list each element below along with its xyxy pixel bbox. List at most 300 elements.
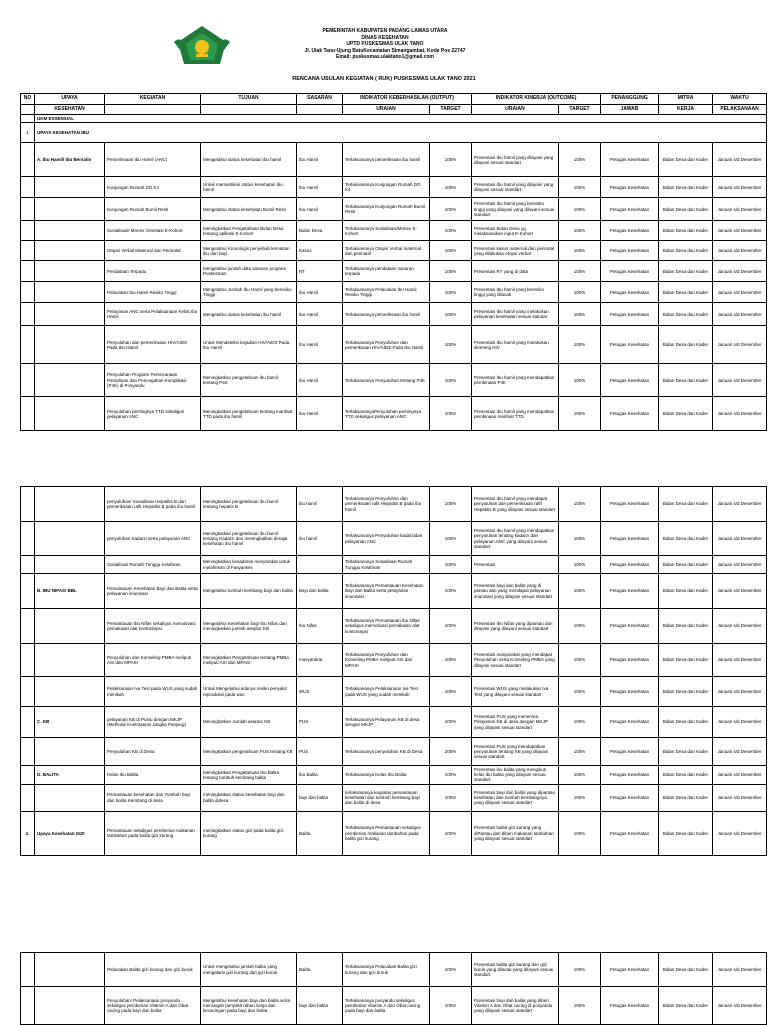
cell-upaya xyxy=(35,487,105,522)
letterhead-line: DINAS KESEHATAN xyxy=(361,34,409,41)
cell-sasaran: Balita xyxy=(297,953,343,987)
table-row xyxy=(21,487,767,522)
cell-no xyxy=(21,707,35,738)
cell-waktu: Januari s/d Desember xyxy=(713,811,767,855)
cell-kegiatan: Pelayanan ANC serta Pelaksanaan Kelas Ibu Hamil xyxy=(105,303,201,326)
cell-penanggung-jawab: Petugas Kesehatan xyxy=(601,177,659,198)
table-row xyxy=(21,811,767,855)
cell-mitra-kerja: Bidan Desa dan Kader xyxy=(659,953,713,987)
cell-no xyxy=(21,574,35,609)
cell-kegiatan: Sosialisasi Rumah Tunggu Kelahiran xyxy=(105,556,201,574)
ruk-table-page-3 xyxy=(20,952,767,1025)
cell-output-uraian: Terlaksananya pemeriksaan ibu hamil xyxy=(343,303,430,326)
cell-output-target: 100% xyxy=(430,326,472,364)
cell-penanggung-jawab: Petugas Kesehatan xyxy=(601,241,659,261)
cell-tujuan: Mengetahui status kesehatan Bumil Resti xyxy=(201,198,297,221)
cell-outcome-target: 100% xyxy=(559,143,601,177)
cell-outcome-uraian: Presentasi Ibu hamil yang beresiko tinggi yang dilayani yang dilayani sesuai standart xyxy=(472,198,559,221)
table-row xyxy=(21,177,767,198)
cell-sasaran: Bidan Desa xyxy=(297,221,343,241)
cell-kegiatan: Pelaksanaan Iva Test pada WUS yang sudah menikah xyxy=(105,677,201,707)
cell-mitra-kerja: Bidan Desa dan Kader xyxy=(659,609,713,644)
cell-upaya xyxy=(35,987,105,1025)
cell-no xyxy=(21,784,35,811)
cell-sasaran: Ibu Hamil xyxy=(297,198,343,221)
cell-waktu: Januari s/d Desember xyxy=(713,397,767,431)
cell-output-uraian: Terlaksananya Pemantauan Ibu Nifas sekaligus memotivasi pemakaian alat kontrasepsi xyxy=(343,609,430,644)
cell-outcome-target: 100% xyxy=(559,811,601,855)
col-sasaran-cont xyxy=(297,105,343,115)
cell-output-uraian: Terlaksananya Kunjungan Rumah DO K4 xyxy=(343,177,430,198)
regency-emblem-logo xyxy=(172,20,232,70)
cell-waktu: Januari s/d Desember xyxy=(713,177,767,198)
cell-no xyxy=(21,364,35,397)
cell-tujuan: Untuk mengetahui jumlah balita yang mengalami gizi kurang dan gizi buruk xyxy=(201,953,297,987)
cell-no xyxy=(21,487,35,522)
cell-output-uraian: Terlaksananya Kunjungan Rumah Bumil Resti xyxy=(343,198,430,221)
cell-output-uraian: Terlaksananya Penyuluhan dan Konseling PMBA meliputi ASI dan MPASI xyxy=(343,644,430,677)
cell-mitra-kerja: Bidan Desa dan Kader xyxy=(659,241,713,261)
cell-outcome-target: 100% xyxy=(559,261,601,282)
cell-penanggung-jawab: Petugas Kesehatan xyxy=(601,198,659,221)
cell-sasaran: Ibu Hamil xyxy=(297,397,343,431)
cell-output-target: 100% xyxy=(430,556,472,574)
table-row xyxy=(21,784,767,811)
cell-mitra-kerja: Bidan Desa dan Kader xyxy=(659,326,713,364)
cell-penanggung-jawab: Petugas Kesehatan xyxy=(601,738,659,766)
cell-waktu: Januari s/d Desember xyxy=(713,143,767,177)
cell-upaya xyxy=(35,364,105,397)
cell-kegiatan: Pendataan Terpadu xyxy=(105,261,201,282)
col-no-cont xyxy=(21,105,35,115)
cell-sasaran: Ibu Hamil xyxy=(297,364,343,397)
col-kegiatan-cont xyxy=(105,105,201,115)
cell-upaya xyxy=(35,738,105,766)
cell-outcome-target: 100% xyxy=(559,326,601,364)
cell-kegiatan: Pelacakan Balita gizi kurang dan gizi buruk xyxy=(105,953,201,987)
letterhead-line: UPTD PUSKESMAS ULAK TANO xyxy=(346,41,424,47)
cell-waktu: Januari s/d Desember xyxy=(713,784,767,811)
cell-mitra-kerja: Bidan Desa dan Kader xyxy=(659,707,713,738)
cell-outcome-target: 100% xyxy=(559,303,601,326)
col-output-uraian: URAIAN xyxy=(343,105,430,115)
cell-outcome-uraian: Presentasi Ibu Nifas yang dipantau dan dilayani yang dilayani sesuai standart xyxy=(472,609,559,644)
cell-no xyxy=(21,738,35,766)
cell-upaya: B. IBU NIFAS/ BBL xyxy=(35,574,105,609)
col-waktu: WAKTU xyxy=(713,94,767,105)
table-row xyxy=(21,609,767,644)
cell-output-uraian: Terlaksananya Penyuluhan kadarzidan pelayanan ANC xyxy=(343,522,430,556)
cell-sasaran: ibu hamil xyxy=(297,522,343,556)
cell-waktu: Januari s/d Desember xyxy=(713,766,767,785)
cell-upaya xyxy=(35,784,105,811)
cell-mitra-kerja: Bidan Desa dan Kader xyxy=(659,177,713,198)
cell-output-uraian: Terlaksananya Penyuluhan dan pemeriksaan rafit Hepatitis B pada Ibu hamil xyxy=(343,487,430,522)
cell-penanggung-jawab: Petugas Kesehatan xyxy=(601,282,659,303)
cell-tujuan: Meningkatkan pengetahuan ibu hamil tentang Kadarzi dan meningkatkan derajat kesehatan ibu hamil xyxy=(201,522,297,556)
cell-outcome-uraian: Presentasi Ibu hamil yang dilayani yang dilayani sesuai standart xyxy=(472,143,559,177)
cell-kegiatan: Pemantauan sekaligus pemberian makanan tambahan pada balita gizi kurang xyxy=(105,811,201,855)
cell-output-target: 100% xyxy=(430,522,472,556)
cell-outcome-target: 100% xyxy=(559,282,601,303)
cell-outcome-target: 100% xyxy=(559,784,601,811)
cell-kegiatan: Pemeriksaan Ibu Hamil (ANC) xyxy=(105,143,201,177)
cell-outcome-target: 100% xyxy=(559,487,601,522)
cell-outcome-target: 100% xyxy=(559,522,601,556)
cell-output-uraian: Terlaksananya penyuluhan KB di Desa xyxy=(343,738,430,766)
cell-output-target: 100% xyxy=(430,397,472,431)
letterhead-line: PEMERINTAH KABUPATEN PADANG LAWAS UTARA xyxy=(322,28,448,34)
cell-outcome-target: 100% xyxy=(559,364,601,397)
cell-outcome-target: 100% xyxy=(559,556,601,574)
cell-waktu: Januari s/d Desember xyxy=(713,738,767,766)
cell-tujuan: Meningkatkan kesadaran masyarakat untuk melahirkan di Fasyankes xyxy=(201,556,297,574)
cell-tujuan: Meningkatkan pengetahuan tentang manfaat TTD pada ibu hamil xyxy=(201,397,297,431)
col-outcome-uraian: URAIAN xyxy=(472,105,559,115)
cell-mitra-kerja: Bidan Desa dan Kader xyxy=(659,556,713,574)
cell-no xyxy=(21,644,35,677)
cell-penanggung-jawab: Petugas Kesehatan xyxy=(601,303,659,326)
cell-mitra-kerja: Bidan Desa dan Kader xyxy=(659,143,713,177)
cell-outcome-uraian: Presentasi PUS yang menerima Pelayanan KB di desa dengan MKJP yang dilayani sesuai standart xyxy=(472,707,559,738)
cell-outcome-uraian: Presentasi Ibu hamil yang beresiko tinggi yang dilacak xyxy=(472,282,559,303)
cell-tujuan: Meningkatkan Pengetahuan tentang PMBA meliputi ASI dan MPASI xyxy=(201,644,297,677)
cell-sasaran: Ibu Hamil xyxy=(297,143,343,177)
cell-output-uraian: Terlaksananya pemeriksaan ibu hamil xyxy=(343,143,430,177)
cell-mitra-kerja: Bidan Desa dan Kader xyxy=(659,987,713,1025)
col-output-target: TARGET xyxy=(430,105,472,115)
cell-outcome-uraian: Presentasi balita gizi kurang yang diPantau dan diberi makanan tambahan yang dilayani sesuai standart xyxy=(472,811,559,855)
cell-waktu: Januari s/d Desember xyxy=(713,487,767,522)
cell-output-uraian: Terlaksananya pendataan sasaran terpadu xyxy=(343,261,430,282)
cell-output-uraian: Terlaksananya Kelas Ibu Balita xyxy=(343,766,430,785)
cell-output-target: 100% xyxy=(430,987,472,1025)
cell-sasaran: bayi dan balita xyxy=(297,784,343,811)
cell-no xyxy=(21,522,35,556)
cell-kegiatan: Pemantauan kesehatan dan Tumbuh bayi dan balita Kembang di desa xyxy=(105,784,201,811)
cell-sasaran: Ibu Hamil xyxy=(297,177,343,198)
table-row xyxy=(21,198,767,221)
cell-tujuan: Untuk memastikan status kesehatan ibu hamil xyxy=(201,177,297,198)
col-no: NO xyxy=(21,94,35,105)
cell-waktu: Januari s/d Desember xyxy=(713,261,767,282)
cell-output-target: 100% xyxy=(430,143,472,177)
cell-output-target: 100% xyxy=(430,766,472,785)
document-title: RENCANA USULAN KEGIATAN ( RUK) PUSKESMAS ULAK TANO 2021 xyxy=(292,76,476,82)
cell-sasaran: Ibu Hamil xyxy=(297,326,343,364)
col-output: INDIKATOR KEBERHASILAN (OUTPUT) xyxy=(343,94,472,105)
cell-waktu: Januari s/d Desember xyxy=(713,644,767,677)
cell-waktu: Januari s/d Desember xyxy=(713,574,767,609)
cell-outcome-uraian: Presentasi RT yang di data xyxy=(472,261,559,282)
cell-upaya xyxy=(35,609,105,644)
table-row xyxy=(21,282,767,303)
cell-upaya xyxy=(35,282,105,303)
cell-upaya xyxy=(35,953,105,987)
cell-sasaran: bayi dan balita xyxy=(297,987,343,1025)
table-row xyxy=(21,987,767,1025)
cell-outcome-target: 100% xyxy=(559,609,601,644)
cell-mitra-kerja: Bidan Desa dan Kader xyxy=(659,364,713,397)
cell-kegiatan: Penyuluhan Program Perencanaan Persalinan dan Pencegahan Komplikasi (P4K) di Posyandu xyxy=(105,364,201,397)
cell-no xyxy=(21,326,35,364)
cell-waktu: Januari s/d Desember xyxy=(713,282,767,303)
table-row xyxy=(21,326,767,364)
cell-tujuan: Meningkatkan pengetahuan ibu hamil tentang hepatis B xyxy=(201,487,297,522)
cell-mitra-kerja: Bidan Desa dan Kader xyxy=(659,221,713,241)
table-row xyxy=(21,221,767,241)
cell-waktu: Januari s/d Desember xyxy=(713,364,767,397)
section-number: 1 xyxy=(21,123,35,143)
cell-output-uraian: Terlaksananya Pelacakan Balita gizi kurang dan gizi buruk xyxy=(343,953,430,987)
cell-upaya xyxy=(35,261,105,282)
cell-output-uraian: Terlaksananya Sosialisasi Rumah Tunggu Kelahiran xyxy=(343,556,430,574)
cell-mitra-kerja: Bidan Desa dan Kader xyxy=(659,261,713,282)
cell-tujuan: Mengetahui tumbuh kembang bayi dan balita xyxy=(201,574,297,609)
cell-no xyxy=(21,198,35,221)
cell-outcome-target: 100% xyxy=(559,198,601,221)
table-row xyxy=(21,241,767,261)
col-upaya: UPAYA xyxy=(35,94,105,105)
cell-no xyxy=(21,282,35,303)
cell-outcome-target: 100% xyxy=(559,177,601,198)
cell-kegiatan: Penyuluhan dan Konseling PMBA meliputi ASI dan MPASI xyxy=(105,644,201,677)
table-row xyxy=(21,574,767,609)
col-waktu-cont: PELAKSANAAN xyxy=(713,105,767,115)
col-mitra-cont: KERJA xyxy=(659,105,713,115)
cell-outcome-target: 100% xyxy=(559,574,601,609)
cell-penanggung-jawab: Petugas Kesehatan xyxy=(601,143,659,177)
cell-penanggung-jawab: Petugas Kesehatan xyxy=(601,953,659,987)
cell-no xyxy=(21,143,35,177)
cell-upaya xyxy=(35,221,105,241)
cell-output-target: 100% xyxy=(430,953,472,987)
cell-outcome-target: 100% xyxy=(559,987,601,1025)
cell-penanggung-jawab: Petugas Kesehatan xyxy=(601,987,659,1025)
cell-mitra-kerja: Bidan Desa dan Kader xyxy=(659,487,713,522)
cell-output-target: 100% xyxy=(430,282,472,303)
cell-output-uraian: Terlaksananya Sosialisasi/Monev E-Kohort xyxy=(343,221,430,241)
cell-penanggung-jawab: Petugas Kesehatan xyxy=(601,811,659,855)
cell-waktu: Januari s/d Desember xyxy=(713,953,767,987)
cell-outcome-target: 100% xyxy=(559,766,601,785)
cell-tujuan: Untuk Mendeteksi kejadian HIV/AIDS Pada Ibu Hamil xyxy=(201,326,297,364)
col-tujuan-cont xyxy=(201,105,297,115)
cell-upaya xyxy=(35,644,105,677)
cell-kegiatan: Penyuluhan KB di Desa xyxy=(105,738,201,766)
cell-tujuan: Meningkatkan Pengetahuan Bidan Desa tentang aplikasi E-Kohort xyxy=(201,221,297,241)
cell-tujuan: Mengetahui Kronologis penyebab kematian ibu dan bayi xyxy=(201,241,297,261)
cell-output-uraian: Terlaksananya posyandu sekaligus pemberian Vitamin A dan Obat cacing pada bayi dan balita xyxy=(343,987,430,1025)
cell-output-target: 100% xyxy=(430,811,472,855)
cell-outcome-uraian: Presentasi Ibu hamil yang mendapatkan penyuluhan tentang kadarzi dan pelayanan ANC yang dilayani sesuai standart xyxy=(472,522,559,556)
cell-waktu: Januari s/d Desember xyxy=(713,221,767,241)
cell-output-target: 200% xyxy=(430,738,472,766)
col-penanggung: PENANGGUNG xyxy=(601,94,659,105)
cell-tujuan: Meningkatkan pengetahuan PUS tentang KB xyxy=(201,738,297,766)
cell-output-target: 100% xyxy=(430,574,472,609)
cell-penanggung-jawab: Petugas Kesehatan xyxy=(601,261,659,282)
col-penanggung-cont: JAWAB xyxy=(601,105,659,115)
cell-upaya: Upaya Kesehatan GIZI xyxy=(35,811,105,855)
cell-output-target: 100% xyxy=(430,677,472,707)
cell-outcome-target: 100% xyxy=(559,241,601,261)
cell-upaya xyxy=(35,241,105,261)
cell-no xyxy=(21,987,35,1025)
cell-no xyxy=(21,677,35,707)
cell-output-target: 100% xyxy=(430,644,472,677)
cell-mitra-kerja: Bidan Desa dan Kader xyxy=(659,784,713,811)
cell-mitra-kerja: Bidan Desa dan Kader xyxy=(659,738,713,766)
cell-tujuan: Mengetahui status kesehatan ibu hamil xyxy=(201,143,297,177)
cell-no xyxy=(21,397,35,431)
cell-sasaran: WUS xyxy=(297,677,343,707)
cell-waktu: Januari s/d Desember xyxy=(713,556,767,574)
cell-output-target: 100% xyxy=(430,261,472,282)
cell-mitra-kerja: Bidan Desa dan Kader xyxy=(659,644,713,677)
cell-kegiatan: Pemantauan Kesehatan Bayi dan Balita serta pelayanan imunisasi xyxy=(105,574,201,609)
cell-kegiatan: Penyuluhan dan pemeriksaan HIV/AIDS Pada Ibu Hamil xyxy=(105,326,201,364)
cell-sasaran: masyarakat xyxy=(297,644,343,677)
col-outcome-target: TARGET xyxy=(559,105,601,115)
cell-sasaran: RT xyxy=(297,261,343,282)
letterhead-line: Email: puskesmas.ulaktano1@gmail.com xyxy=(336,54,434,60)
cell-penanggung-jawab: Petugas Kesehatan xyxy=(601,556,659,574)
cell-output-uraian: Terlaksananya Penyuluhan tentang P4K xyxy=(343,364,430,397)
cell-output-target: 100% xyxy=(430,177,472,198)
cell-output-uraian: Terlaksananya Otopsi Verbal maternal dan perinatal xyxy=(343,241,430,261)
letterhead-line: Jl. Ulak Tano-Ujung BatuKecamatan Simangambat, Kode Pos 22747 xyxy=(304,47,466,54)
section-label: UPAYA KESEHATAN IBU xyxy=(35,123,767,143)
cell-sasaran: PUS xyxy=(297,738,343,766)
table-row xyxy=(21,738,767,766)
cell-waktu: Januari s/d Desember xyxy=(713,522,767,556)
cell-upaya xyxy=(35,326,105,364)
cell-upaya xyxy=(35,177,105,198)
cell-outcome-uraian: Presentasi Ibu hamil yang mendapatkan pembinaan manfaat TTD xyxy=(472,397,559,431)
cell-output-target: 100% xyxy=(430,241,472,261)
cell-kegiatan: Penyuluhan pentingnya TTD sekaligus pelayanan ANC xyxy=(105,397,201,431)
cell-kegiatan: Kunjungan Rumah Bumil Resti xyxy=(105,198,201,221)
table-row xyxy=(21,143,767,177)
cell-output-uraian: terlaksananya kegiatan pemantauan kesehatan dan tumbuh kembang bayi dan balita di desa xyxy=(343,784,430,811)
cell-upaya xyxy=(35,556,105,574)
cell-mitra-kerja: Bidan Desa dan Kader xyxy=(659,677,713,707)
cell-output-target: 100% xyxy=(430,707,472,738)
cell-outcome-target: 100% xyxy=(559,677,601,707)
cell-output-target: 100% xyxy=(430,364,472,397)
cell-kegiatan: Pemantauan Ibu Nifas sekaligus memotivasi pemakaian alat kontrasepsi xyxy=(105,609,201,644)
col-outcome: INDIKATOR KINERJA (OUTCOME) xyxy=(472,94,601,105)
cell-output-target: 100% xyxy=(430,221,472,241)
cell-no xyxy=(21,766,35,785)
table-row xyxy=(21,677,767,707)
cell-penanggung-jawab: Petugas Kesehatan xyxy=(601,766,659,785)
cell-output-target: 100% xyxy=(430,487,472,522)
cell-output-target: 100% xyxy=(430,198,472,221)
cell-outcome-uraian: Presentasi Ibu hamil yang melakukan skrening HIV xyxy=(472,326,559,364)
col-sasaran: SASARAN xyxy=(297,94,343,105)
col-upaya-cont: KESEHATAN xyxy=(35,105,105,115)
cell-penanggung-jawab: Petugas Kesehatan xyxy=(601,609,659,644)
cell-sasaran: PUS xyxy=(297,707,343,738)
ruk-table-page-1 xyxy=(20,93,767,431)
cell-outcome-uraian: Presentasi Bidan Desa yg melaksanakan input E-Kohort xyxy=(472,221,559,241)
cell-outcome-target: 100% xyxy=(559,221,601,241)
cell-penanggung-jawab: Petugas Kesehatan xyxy=(601,326,659,364)
cell-upaya xyxy=(35,198,105,221)
cell-kegiatan: pelayanan KB di Pustu dengan MKJP (Methode Kontrasepsi Jangka Panjang) xyxy=(105,707,201,738)
cell-tujuan: Mengetahui kesehatan bayi dan balita serta mencegah penyakit rabun senja dan kecacingan pada bayi dan balita xyxy=(201,987,297,1025)
table-row xyxy=(21,953,767,987)
cell-sasaran: Balita xyxy=(297,811,343,855)
cell-output-uraian: Terlaksananya Pelayanan KB di desa dengan MKJP xyxy=(343,707,430,738)
cell-outcome-uraian: Presentasi kasus maternal dan perinatal yang dilakukan otopsi verbal xyxy=(472,241,559,261)
cell-upaya: C. KB xyxy=(35,707,105,738)
cell-tujuan: meningkatkan status kesehatan bayi dan balita didesa xyxy=(201,784,297,811)
col-mitra: MITRA xyxy=(659,94,713,105)
cell-waktu: Januari s/d Desember xyxy=(713,198,767,221)
ruk-table-page-2 xyxy=(20,486,767,856)
col-kegiatan: KEGIATAN xyxy=(105,94,201,105)
cell-output-target: 100% xyxy=(430,784,472,811)
cell-tujuan: Untuk Mengetahui adanya resiko penyakit reproduksi pada wus xyxy=(201,677,297,707)
cell-no xyxy=(21,221,35,241)
cell-upaya: A. Ibu Hamil/ Ibu Bersalin xyxy=(35,143,105,177)
cell-output-target: 100% xyxy=(430,609,472,644)
cell-waktu: Januari s/d Desember xyxy=(713,707,767,738)
cell-tujuan: Mengetahui Kesehatan bagi Ibu Nifas dan meningkatkan jumlah aseptor KB xyxy=(201,609,297,644)
cell-kegiatan: penyuluhan/ Sosialisasi Hepatitis B dan pemeriksaan rafit Hepatitis B pada Ibu hamil xyxy=(105,487,201,522)
table-row xyxy=(21,364,767,397)
cell-penanggung-jawab: Petugas Kesehatan xyxy=(601,221,659,241)
cell-output-uraian: TerlaksananyaPenyuluhan pentingnya TTD sekaligus pelayanan ANC xyxy=(343,397,430,431)
cell-outcome-uraian: Presentasi xyxy=(472,556,559,574)
cell-outcome-target: 100% xyxy=(559,738,601,766)
cell-sasaran xyxy=(297,556,343,574)
cell-no xyxy=(21,241,35,261)
table-row xyxy=(21,397,767,431)
cell-tujuan: Meningkatkan Pengetahuan Ibu Balita tentang tumbuh kembang balita xyxy=(201,766,297,785)
cell-no xyxy=(21,261,35,282)
cell-kegiatan: penyuluhan Kadarzi serta pelayanan ANC xyxy=(105,522,201,556)
cell-tujuan: Meningkatkan Jumlah aseptor KB xyxy=(201,707,297,738)
cell-penanggung-jawab: Petugas Kesehatan xyxy=(601,644,659,677)
cell-outcome-target: 100% xyxy=(559,397,601,431)
cell-mitra-kerja: Bidan Desa dan Kader xyxy=(659,282,713,303)
cell-no xyxy=(21,953,35,987)
table-row xyxy=(21,261,767,282)
cell-sasaran: Ibu Hamil xyxy=(297,282,343,303)
cell-tujuan: Meningkatkan pengetahuan ibu hamil tentang P4K xyxy=(201,364,297,397)
cell-waktu: Januari s/d Desember xyxy=(713,987,767,1025)
cell-sasaran: Bayi dan balita xyxy=(297,574,343,609)
cell-upaya xyxy=(35,522,105,556)
letterhead-text xyxy=(240,28,530,61)
table-row xyxy=(21,522,767,556)
cell-outcome-uraian: Presentasi masyarakat yang mendapat Penyuluhan serta Konseling PMBA yang dilayani sesuai standart xyxy=(472,644,559,677)
cell-outcome-uraian: Presentasi Ibu hamil yang mendapatkan pembinaan P4K xyxy=(472,364,559,397)
cell-output-uraian: Terlaksananya Pelacakan Ibu Hamil Resiko Tinggi xyxy=(343,282,430,303)
cell-no xyxy=(21,609,35,644)
cell-outcome-target: 100% xyxy=(559,707,601,738)
cell-mitra-kerja: Bidan Desa dan Kader xyxy=(659,811,713,855)
cell-mitra-kerja: Bidan Desa dan Kader xyxy=(659,397,713,431)
cell-waktu: Januari s/d Desember xyxy=(713,326,767,364)
cell-mitra-kerja: Bidan Desa dan Kader xyxy=(659,522,713,556)
cell-sasaran: Ibu Nifas xyxy=(297,609,343,644)
cell-outcome-uraian: Presentasi balita gizi kurang dan gizi buruk yang dilacak yang dilayani sesuai standart xyxy=(472,953,559,987)
